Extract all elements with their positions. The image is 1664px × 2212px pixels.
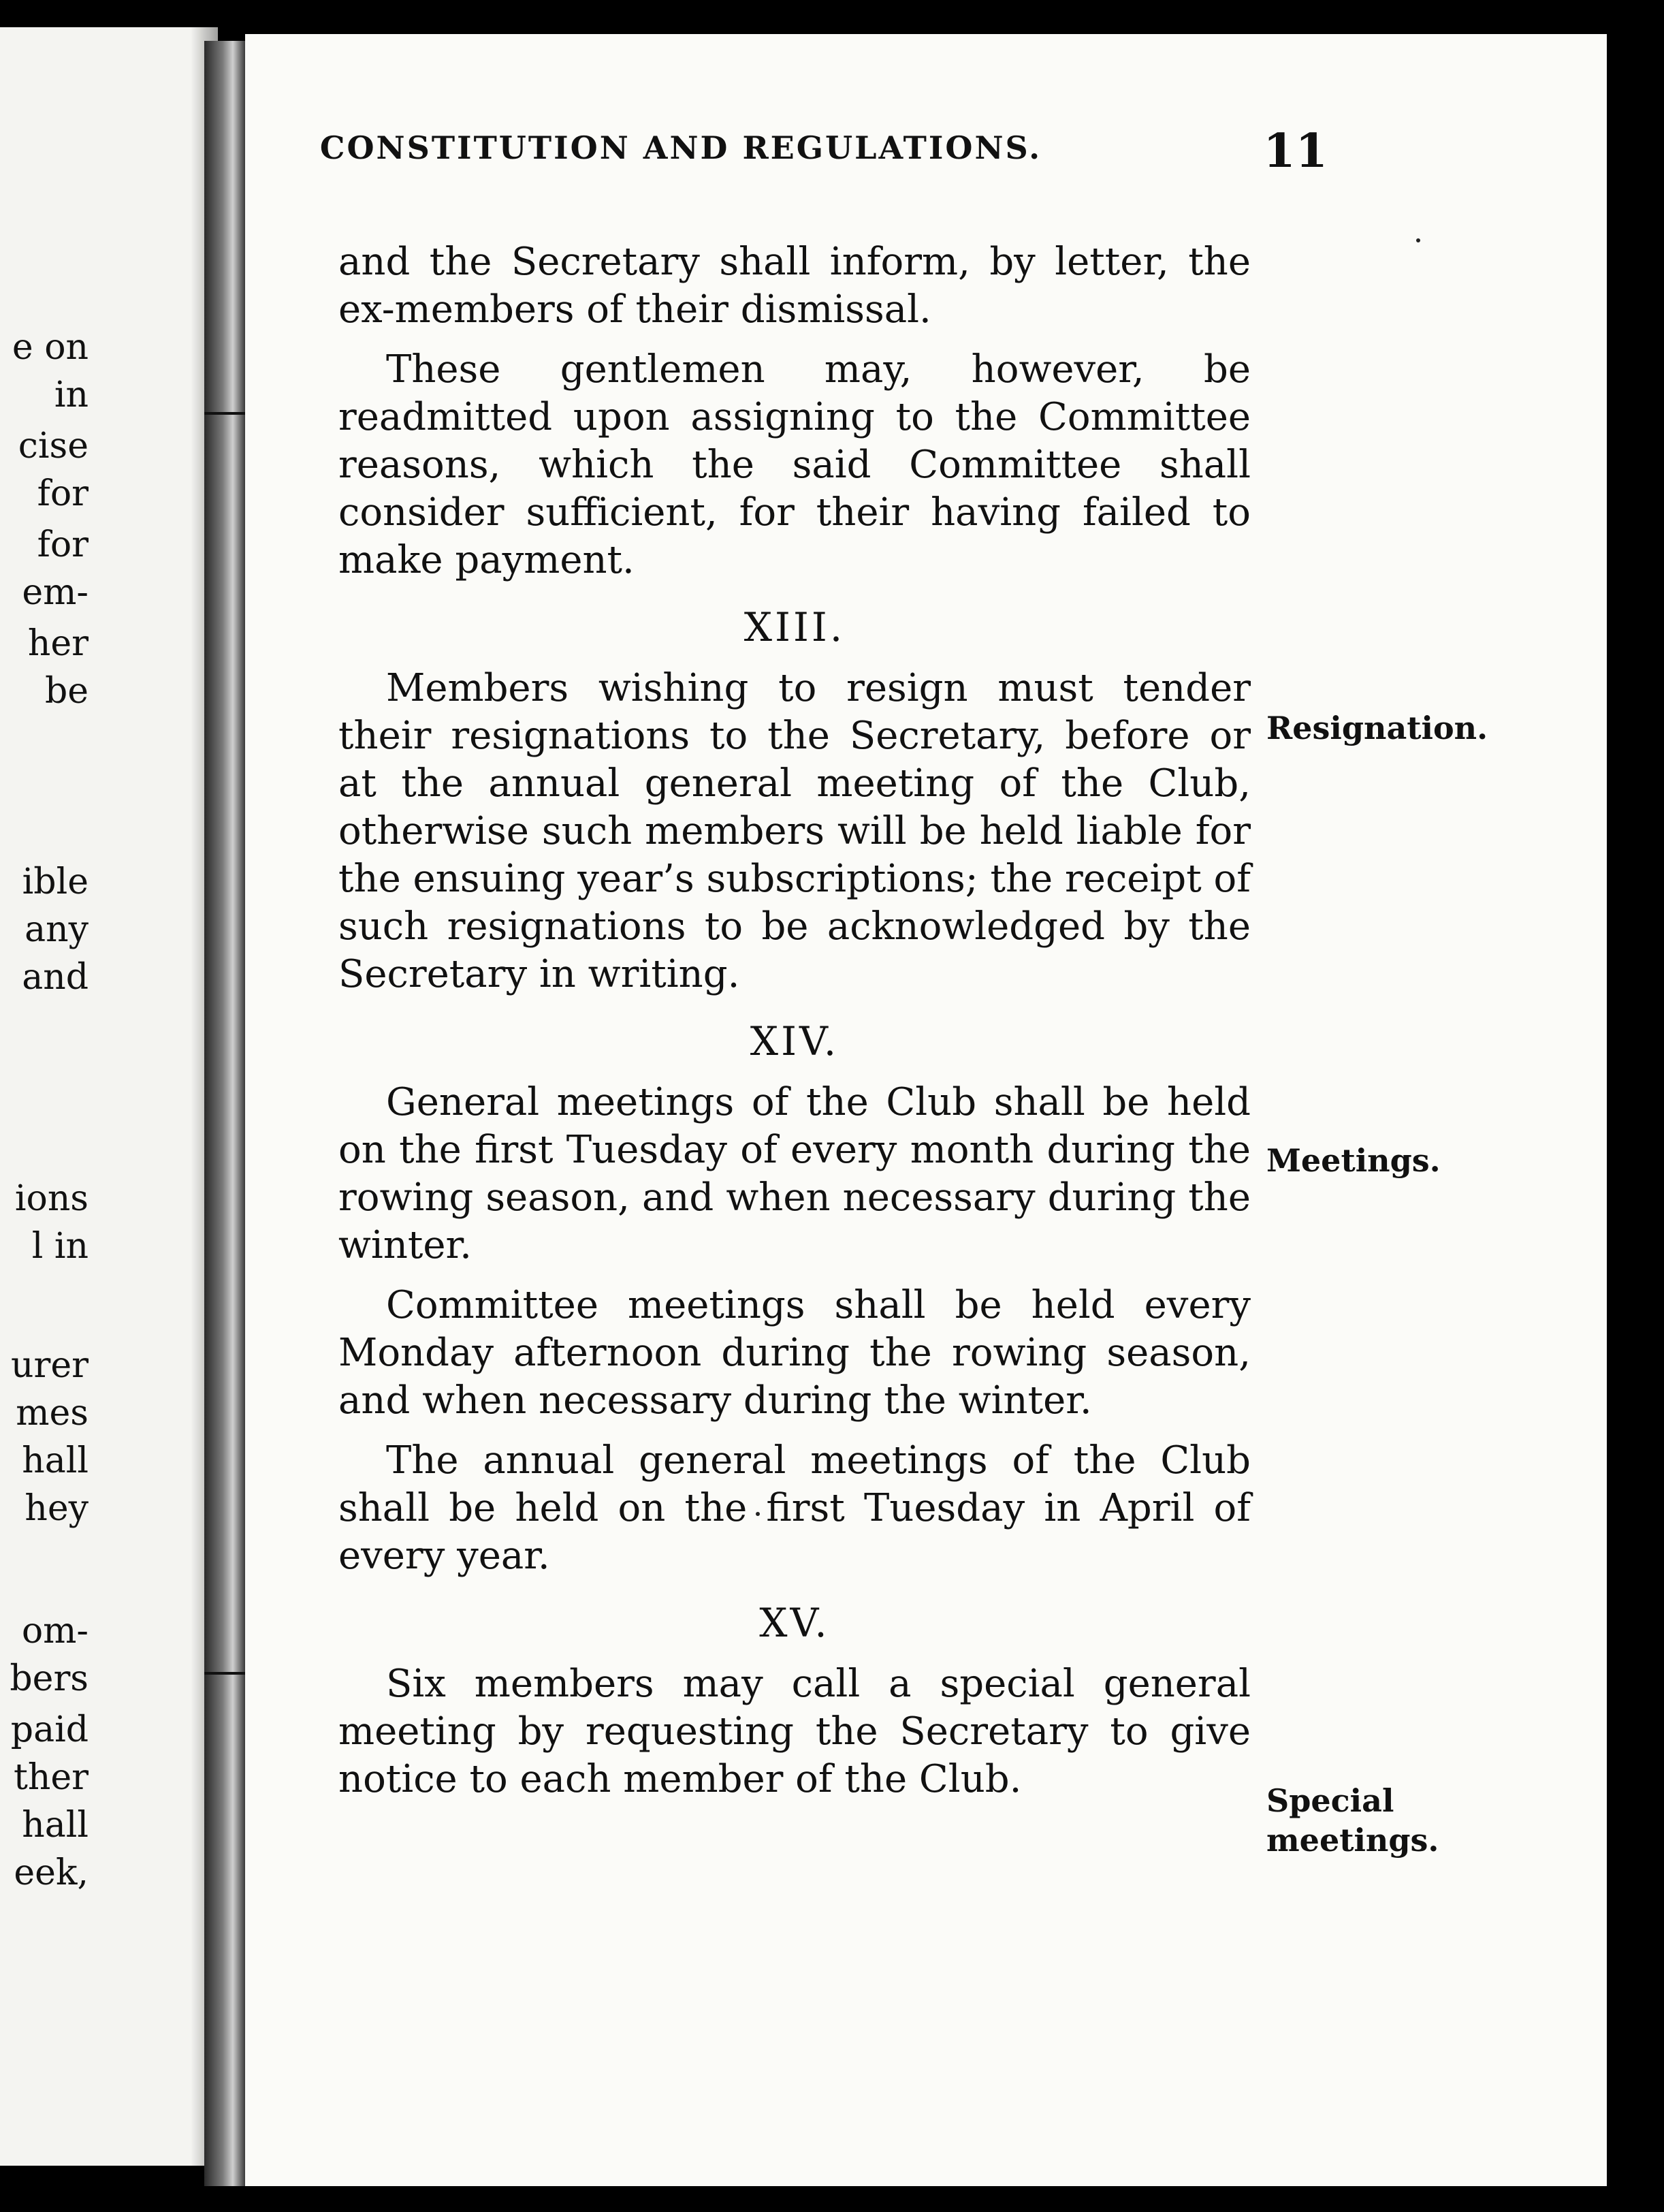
facing-line: urer [11, 1345, 89, 1386]
margin-note-special: Special [1266, 1782, 1394, 1819]
running-head-title: CONSTITUTION AND REGULATIONS. [319, 129, 1042, 166]
margin-note-meetings-2: meetings. [1266, 1822, 1439, 1859]
binding-stitch [204, 412, 245, 415]
facing-page-text [0, 27, 204, 2166]
section-number: XIV. [750, 1018, 839, 1064]
facing-line: om- [21, 1611, 89, 1652]
facing-line: e on [12, 327, 89, 368]
paragraph: The annual general meetings of the Club shall be held on the first Tuesday in April of every year. [338, 1438, 1251, 1578]
running-head [204, 124, 1443, 184]
paragraph: and the Secretary shall inform, by letter, the ex-members of their dismissal. [338, 240, 1251, 332]
paragraph: General meetings of the Club shall be held on the first Tuesday of every month during the rowing season, and when necessary during the winter. [338, 1080, 1251, 1267]
facing-line: cise [18, 426, 89, 467]
facing-line: hall [22, 1440, 89, 1481]
facing-line: her [27, 623, 89, 664]
facing-line: eek, [14, 1852, 89, 1893]
facing-line: in [54, 375, 89, 415]
section-number: XV. [759, 1600, 830, 1646]
print-speck [1416, 238, 1420, 242]
facing-page [0, 27, 218, 2166]
paragraph: These gentlemen may, however, be readmitted upon assigning to the Committee reasons, which the said Committee shall consider sufficient, for their having failed to make payment. [338, 347, 1251, 582]
paragraph: Six members may call a special general meeting by requesting the Secretary to give notice to each member of the Club. [338, 1662, 1251, 1801]
facing-line: ible [22, 862, 89, 902]
facing-line: be [44, 671, 89, 712]
section-number: XIII. [743, 604, 846, 650]
facing-line: for [37, 473, 89, 514]
facing-line: any [25, 909, 89, 950]
facing-line: ions [14, 1178, 89, 1219]
facing-line: ther [13, 1757, 89, 1798]
page-number: 11 [1263, 124, 1328, 178]
facing-line: bers [10, 1658, 89, 1699]
facing-line: hey [25, 1488, 89, 1529]
margin-note-meetings: Meetings. [1266, 1142, 1441, 1179]
facing-line: for [37, 524, 89, 565]
margin-note-resignation: Resignation. [1266, 710, 1488, 746]
paragraph: Committee meetings shall be held every Monday afternoon during the rowing season, and when necessary during the winter. [338, 1283, 1251, 1423]
facing-line: paid [10, 1709, 89, 1750]
facing-line: hall [22, 1805, 89, 1846]
book-gutter [204, 41, 245, 2186]
facing-line: em- [22, 572, 89, 613]
paragraph: Members wishing to resign must tender their resignations to the Secretary, before or at the annual general meeting of the Club, otherwise such members will be held liable for the ensuing year’s subscriptions; the receipt of such resignations to be acknowledged by the Secretary in writing. [338, 666, 1251, 996]
binding-stitch [204, 1672, 245, 1675]
facing-line: l in [31, 1226, 89, 1267]
facing-line: mes [16, 1393, 89, 1434]
body-text [338, 238, 1251, 1803]
facing-line: and [22, 957, 89, 998]
